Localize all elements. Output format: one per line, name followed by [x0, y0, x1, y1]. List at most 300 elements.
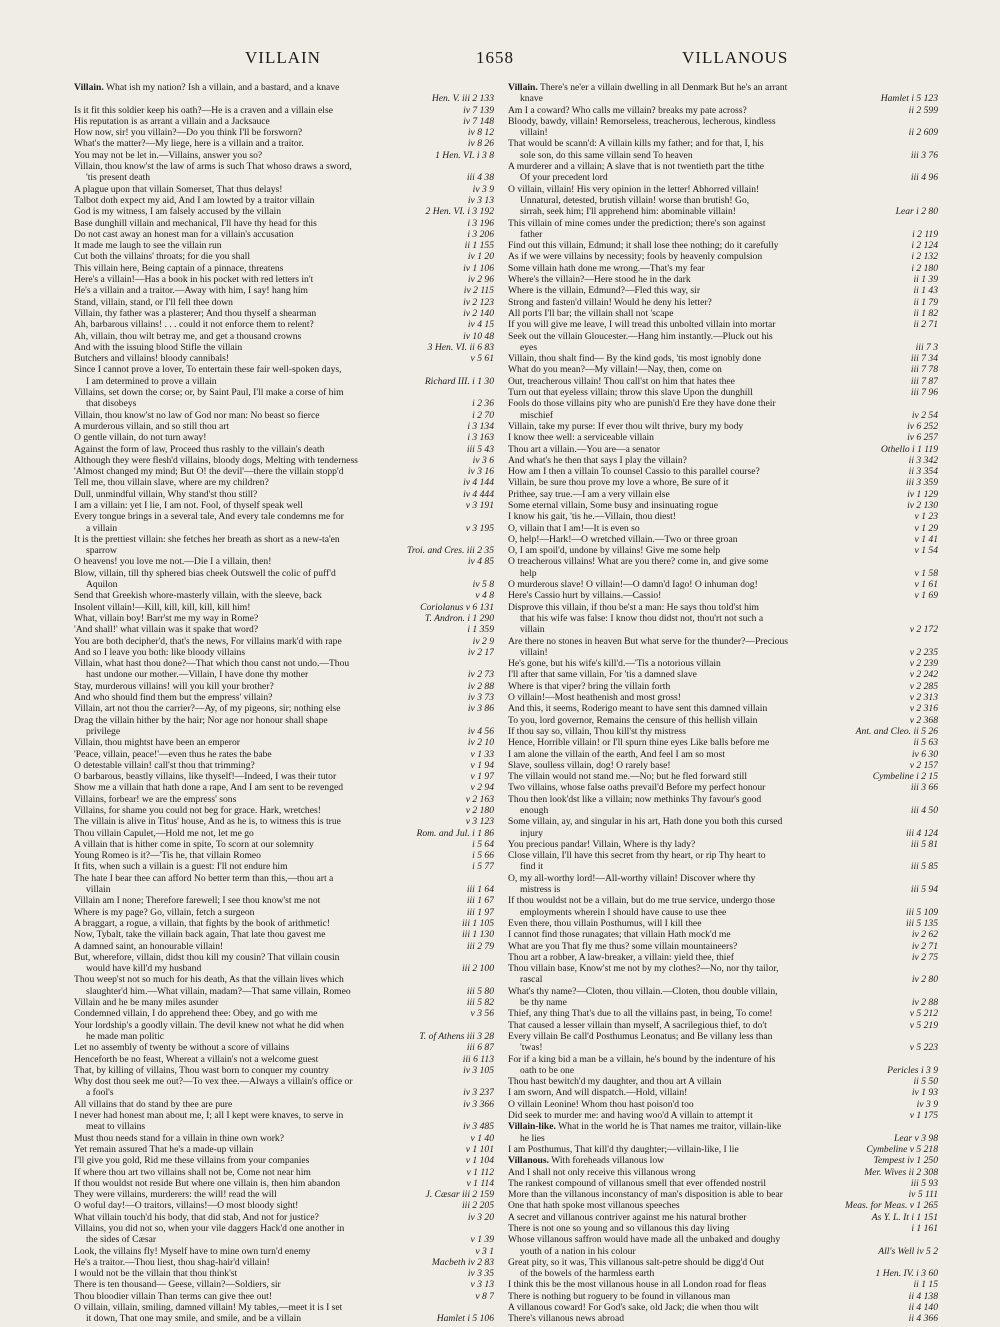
quotation-text	[508, 398, 776, 409]
play-reference: i 2 70	[472, 409, 494, 421]
quotation-text	[74, 816, 341, 827]
quotation: Are there no stones in heaven But what serve for the thunder?—Precious	[508, 635, 788, 647]
quotation: Villain, thou know'st no law of God nor man: No beast so fierce	[74, 409, 320, 421]
quotation: Every tongue brings in a several tale, And every tale condemns me for	[74, 511, 344, 523]
concordance-line	[74, 274, 494, 285]
play-reference: iv 3 9	[472, 183, 494, 195]
play-reference: i 1 161	[911, 1222, 938, 1234]
quotation-text	[74, 1076, 353, 1087]
quotation: The villain would not stand me.—No; but he fled forward still	[508, 771, 748, 783]
play-reference: iv 2 88	[467, 680, 494, 692]
concordance-line	[74, 658, 494, 669]
quotation-text	[74, 1042, 289, 1053]
quotation: What, villain boy! Barr'st me my way in Rome?	[74, 612, 259, 624]
quotation-text	[508, 1313, 624, 1324]
quotation-text	[508, 602, 759, 613]
quotation: Talbot doth expect my aid, And I am lowted by a traitor villain	[74, 194, 315, 206]
play-reference: i 5 77	[472, 861, 494, 873]
quotation-text	[508, 1167, 696, 1178]
concordance-line	[74, 1144, 494, 1155]
quotation-text	[74, 726, 120, 737]
concordance-line	[74, 918, 494, 929]
quotation-text	[508, 794, 761, 805]
quotation: Condemned villain, I do apprehend thee: Obey, and go with me	[74, 1008, 318, 1020]
concordance-line	[508, 477, 938, 488]
concordance-line	[74, 715, 494, 726]
play-reference: v 1 40	[470, 1132, 494, 1144]
quotation: He's gone, but his wife's kill'd.—'Tis a notorious villain	[508, 658, 721, 670]
concordance-line	[508, 1200, 938, 1211]
concordance-line	[508, 545, 938, 556]
quotation-text	[74, 1121, 145, 1132]
concordance-line	[508, 410, 938, 421]
concordance-line	[508, 1268, 938, 1279]
play-reference: v 2 163	[465, 793, 494, 805]
quotation-text	[74, 850, 261, 861]
quotation: mistress is	[520, 884, 561, 896]
quotation-text	[508, 1110, 753, 1121]
quotation: O heavens! you love me not.—Die I a villain, then!	[74, 556, 272, 568]
quotation-text	[74, 432, 206, 443]
concordance-line	[74, 1212, 494, 1223]
concordance-line	[508, 93, 938, 104]
quotation-text	[508, 1234, 780, 1245]
play-reference: Cymbeline i 2 15	[872, 771, 938, 783]
play-reference: i 5 64	[472, 838, 494, 850]
concordance-line	[508, 681, 938, 692]
quotation: I know thee well: a serviceable villain	[508, 432, 654, 444]
quotation-text	[74, 274, 313, 285]
quotation-text	[74, 489, 257, 500]
concordance-line	[508, 206, 938, 217]
concordance-line	[508, 703, 938, 714]
concordance-line	[508, 218, 938, 229]
quotation-text	[74, 1200, 298, 1211]
quotation: Ah, villain, thou wilt betray me, and get a thousand crowns	[74, 330, 302, 342]
quotation: There is ten thousand— Geese, villain?—Soldiers, sir	[74, 1279, 281, 1291]
quotation-text	[508, 861, 543, 872]
play-reference: v 8 7	[475, 1290, 494, 1302]
concordance-line	[74, 240, 494, 251]
right-column	[508, 82, 938, 1325]
play-reference: v 2 316	[909, 703, 938, 715]
quotation-text	[508, 218, 766, 229]
play-reference: iii 6 113	[462, 1053, 494, 1065]
quotation: Find out this villain, Edmund; it shall lose thee nothing; do it carefully	[508, 240, 779, 252]
play-reference: v 2 180	[465, 805, 494, 816]
concordance-line	[508, 1178, 938, 1189]
quotation-text	[74, 263, 283, 274]
quotation: There's ne'er a villain dwelling in all Denmark But he's an arrant	[540, 82, 788, 93]
concordance-line	[508, 647, 938, 658]
concordance-line	[508, 251, 938, 262]
quotation-text	[508, 997, 567, 1008]
concordance-line	[508, 297, 938, 308]
quotation-text	[74, 602, 250, 613]
play-reference: v 3 195	[465, 522, 494, 534]
play-reference: iv 3 9	[916, 1098, 938, 1110]
quotation-text	[508, 1200, 680, 1211]
play-reference: 1 Hen. IV. i 3 60	[875, 1268, 938, 1280]
quotation-text	[74, 297, 233, 308]
quotation: Where is the villain, Edmund?—Fled this way, sir	[508, 285, 701, 297]
quotation: What ish my nation? Ish a villain, and a bastard, and a knave	[106, 82, 340, 93]
quotation: Unnatural, detested, brutish villain! worse than brutish! Go,	[520, 194, 750, 206]
play-reference: i 3 163	[467, 432, 494, 444]
play-reference: Pericles i 3 9	[887, 1064, 938, 1076]
quotation: Close villain, I'll have this secret from thy heart, or rip Thy heart to	[508, 850, 766, 862]
quotation: Although they were flesh'd villains, bloody dogs, Melting with tenderness	[74, 454, 358, 466]
quotation: What's thy name?—Cloten, thou villain.—Cloten, thou double villain,	[508, 985, 778, 997]
quotation-text	[508, 1155, 664, 1166]
quotation-text	[508, 444, 660, 455]
concordance-line	[74, 421, 494, 432]
play-reference: iii 1 130	[462, 929, 494, 941]
quotation-text	[74, 737, 240, 748]
quotation-text	[74, 556, 271, 567]
quotation: privilege	[86, 725, 121, 737]
play-reference: iii 4 50	[910, 805, 938, 816]
quotation-text	[74, 1313, 301, 1324]
play-reference: v 3 13	[470, 1279, 494, 1291]
concordance-line	[74, 941, 494, 952]
concordance-line	[74, 364, 494, 375]
quotation-text	[74, 466, 344, 477]
play-reference: 1 Hen. VI. i 3 8	[435, 149, 494, 161]
quotation: O villain Leonine! Whom thou hast poison'd too	[508, 1098, 694, 1110]
quotation: Two villains, whose false oaths prevail'd Before my perfect honour	[508, 782, 766, 794]
quotation: I think this be the most villanous house in all London road for fleas	[508, 1279, 767, 1291]
quotation-text	[74, 760, 255, 771]
play-reference: iii 1 67	[466, 895, 494, 907]
quotation: meat to villains	[86, 1121, 146, 1133]
quotation: villain	[86, 884, 111, 896]
play-reference: iii 4 38	[466, 172, 494, 184]
concordance-line	[508, 839, 938, 850]
concordance-line	[508, 1167, 938, 1178]
play-reference: iv 2 73	[467, 669, 494, 681]
concordance-line	[74, 297, 494, 308]
play-reference: v 1 175	[909, 1110, 938, 1122]
play-reference: iii 3 76	[910, 149, 938, 161]
concordance-line	[74, 1313, 494, 1324]
quotation-text	[74, 1246, 310, 1257]
play-reference: ii 3 342	[908, 454, 938, 466]
concordance-line	[508, 1234, 938, 1245]
play-reference: ii 2 599	[908, 104, 938, 116]
quotation-text	[74, 410, 319, 421]
quotation: 'tis present death	[86, 172, 151, 184]
quotation: Must thou needs stand for a villain in thine own work?	[74, 1132, 284, 1144]
quotation-text	[74, 500, 303, 511]
quotation-text	[508, 364, 722, 375]
quotation: He's a traitor.—Thou liest, thou shag-hair'd villain!	[74, 1256, 270, 1268]
quotation: O, my all-worthy lord!—All-worthy villain! Discover where thy	[508, 872, 756, 884]
play-reference: v 3 56	[470, 1008, 494, 1020]
quotation-text	[74, 421, 229, 432]
quotation-text	[74, 353, 229, 364]
concordance-line	[508, 1279, 938, 1290]
quotation-text	[74, 1167, 311, 1178]
quotation-text	[74, 387, 344, 398]
quotation-text	[74, 703, 340, 714]
quotation-text	[74, 647, 245, 658]
play-reference: i 2 132	[911, 251, 938, 263]
concordance-line	[508, 161, 938, 172]
play-reference: Hamlet i 5 123	[880, 93, 938, 105]
quotation: Of your precedent lord	[520, 172, 608, 184]
quotation: If you will give me leave, I will tread this unbolted villain into mortar	[508, 319, 776, 331]
quotation-text	[74, 907, 254, 918]
quotation: A secret and villanous contriver against me his natural brother	[508, 1211, 747, 1223]
quotation-text	[508, 1008, 772, 1019]
play-reference: All's Well iv 5 2	[878, 1245, 938, 1257]
concordance-line	[74, 602, 494, 613]
quotation-text	[508, 681, 670, 692]
quotation: A villain that is hither come in spite, To scorn at our solemnity	[74, 838, 314, 850]
concordance-line	[508, 1223, 938, 1234]
quotation-text	[74, 771, 336, 782]
quotation-text	[74, 229, 294, 240]
play-reference: i 2 36	[472, 398, 494, 410]
quotation-text	[74, 1110, 343, 1121]
quotation-text	[74, 138, 304, 149]
quotation: O, help!—Hark!—O wretched villain.—Two or three groan	[508, 533, 738, 545]
quotation: Villain, thy father was a plasterer; And thou thyself a shearman	[74, 307, 317, 319]
quotation: A damned saint, an honourable villain!	[74, 940, 224, 952]
quotation: There is nothing but roguery to be found in villanous man	[508, 1290, 731, 1302]
quotation-text	[508, 1212, 746, 1223]
quotation: Fools do those villains pity who are punish'd Ere they have done their	[508, 398, 776, 410]
play-reference: v 1 33	[470, 748, 494, 760]
quotation: Villains, for shame you could not beg for grace. Hark, wretches!	[74, 805, 321, 816]
play-reference: iv 3 6	[472, 454, 494, 466]
concordance-line	[508, 873, 938, 884]
concordance-line	[508, 715, 938, 726]
quotation: Ah, barbarous villains! . . . could it not enforce them to relent?	[74, 319, 314, 331]
quotation: If thou wouldst not be a villain, but do me true service, undergo those	[508, 895, 776, 907]
quotation: eyes	[520, 341, 538, 353]
quotation-text	[508, 1302, 759, 1313]
quotation-text	[508, 828, 543, 839]
quotation-text	[74, 715, 328, 726]
quotation: I am determined to prove a villain	[86, 375, 217, 387]
concordance-line	[508, 602, 938, 613]
play-reference: iv 3 366	[463, 1098, 494, 1110]
concordance-line	[74, 387, 494, 398]
quotation: That, by killing of villains, Thou wast born to conquer my country	[74, 1064, 329, 1076]
play-reference: i 1 359	[467, 624, 494, 636]
quotation-text	[508, 172, 608, 183]
quotation-text	[508, 929, 731, 940]
quotation-text	[508, 1076, 721, 1087]
quotation-text	[508, 161, 764, 172]
quotation: I am alone the villain of the earth, And feel I am so most	[508, 748, 725, 760]
play-reference: v 1 69	[914, 590, 938, 602]
quotation-text	[74, 1291, 272, 1302]
quotation: Some villain, ay, and singular in his art, Hath done you both this cursed	[508, 816, 783, 828]
concordance-line	[508, 127, 938, 138]
quotation: Show me a villain that hath done a rape, And I am sent to be revenged	[74, 782, 344, 794]
quotation: I know his gait, 'tis he.—Villain, thou diest!	[508, 511, 676, 523]
page-header	[70, 48, 930, 72]
quotation-text	[508, 274, 691, 285]
concordance-line	[74, 138, 494, 149]
quotation: Blow, villain, till thy sphered bias cheek Outswell the colic of puff'd	[74, 567, 336, 579]
concordance-line	[508, 172, 938, 183]
quotation: hast undone our mother.—Villain, I have done thy mother	[86, 669, 309, 681]
quotation-text	[74, 997, 218, 1008]
quotation: Slave, soulless villain, dog! O rarely base!	[508, 759, 671, 771]
quotation: Here's a villain!—Has a book in his pocket with red letters in't	[74, 274, 314, 286]
play-reference: i 2 180	[911, 262, 938, 274]
quotation: O treacherous villains! What are you there? come in, and give some	[508, 556, 769, 568]
quotation: Yet remain assured That he's a made-up villain	[74, 1143, 254, 1155]
quotation: O murderous slave! O villain!—O damn'd Iago! O inhuman dog!	[508, 579, 758, 591]
quotation: Send that Greekish whore-masterly villain, with the sleeve, back	[74, 590, 322, 602]
concordance-line	[508, 918, 938, 929]
quotation-text	[74, 116, 270, 127]
play-reference: v 3 123	[465, 816, 494, 828]
concordance-line	[508, 432, 938, 443]
play-reference: v 5 61	[470, 353, 494, 365]
play-reference: v 1 41	[914, 533, 938, 545]
quotation-text	[74, 963, 201, 974]
concordance-line	[508, 782, 938, 793]
play-reference: iv 1 93	[911, 1087, 938, 1099]
quotation: Why dost thou seek me out?—To vex thee.—Always a villain's office or	[74, 1076, 353, 1088]
concordance-line	[74, 432, 494, 443]
quotation: Where is my page? Go, villain, fetch a surgeon	[74, 906, 255, 918]
quotation: Thou weep'st not so much for his death, As that the villain lives which	[74, 974, 344, 986]
play-reference: ii 2 609	[908, 127, 938, 139]
quotation: To you, lord governor, Remains the censure of this hellish villain	[508, 714, 758, 726]
quotation: I cannot find those runagates; that villain Hath mock'd me	[508, 929, 731, 941]
quotation-text	[508, 839, 695, 850]
quotation: Look, the villains fly! Myself have to mine own turn'd enemy	[74, 1245, 311, 1257]
concordance-line	[74, 116, 494, 127]
quotation: What in the world he is That names me traitor, villain-like	[558, 1121, 782, 1133]
quotation: enough	[520, 805, 549, 816]
concordance-line	[74, 534, 494, 545]
quotation-text	[74, 1155, 309, 1166]
quotation-text	[74, 1189, 277, 1200]
quotation-text	[74, 206, 281, 217]
concordance-line	[74, 1279, 494, 1290]
quotation: Where's the villain?—Here stood he in the dark	[508, 274, 691, 286]
quotation: the sides of Cæsar	[86, 1234, 157, 1246]
play-reference: iv 6 257	[907, 432, 938, 444]
concordance-line	[74, 285, 494, 296]
play-reference: iv 2 9	[472, 635, 494, 647]
concordance-line	[74, 850, 494, 861]
quotation-text	[74, 782, 343, 793]
play-reference: v 3 1	[475, 1245, 494, 1257]
headword: Villain-like.	[508, 1121, 556, 1133]
concordance-line	[508, 364, 938, 375]
play-reference: iv 2 75	[911, 951, 938, 963]
quotation-text	[74, 308, 316, 319]
concordance-line	[74, 1167, 494, 1178]
quotation-text	[74, 658, 349, 669]
concordance-line	[74, 218, 494, 229]
concordance-line	[508, 850, 938, 861]
play-reference: iii 4 96	[910, 172, 938, 184]
quotation-text	[74, 884, 111, 895]
concordance-line	[508, 82, 938, 93]
quotation-text	[74, 150, 262, 161]
quotation: Villain, be sure thou prove my love a whore, Be sure of it	[508, 477, 729, 489]
concordance-line	[508, 511, 938, 522]
play-reference: iv 4 144	[463, 477, 494, 489]
play-reference: ii 4 140	[908, 1302, 938, 1314]
concordance-line	[508, 523, 938, 534]
concordance-line	[508, 387, 938, 398]
play-reference: iii 1 64	[466, 884, 494, 896]
quotation-text	[508, 251, 762, 262]
quotation-text	[508, 308, 673, 319]
play-reference: 3 Hen. VI. ii 6 83	[427, 341, 494, 353]
play-reference: T. Andron. i 1 290	[424, 612, 494, 624]
concordance-line	[508, 692, 938, 703]
play-reference: v 1 97	[470, 771, 494, 783]
play-reference: iv 7 139	[463, 104, 494, 116]
quotation-text	[74, 1234, 156, 1245]
quotation: father	[520, 228, 543, 240]
quotation-text	[74, 342, 242, 353]
play-reference: iii 2 100	[462, 963, 494, 975]
quotation: Great pity, so it was, This villanous salt-petre should be digg'd Out	[508, 1256, 764, 1268]
quotation: A plague upon that villain Somerset, That thus delays!	[74, 183, 283, 195]
quotation-text	[508, 263, 705, 274]
concordance-line	[74, 195, 494, 206]
concordance-line	[74, 444, 494, 455]
quotation-text	[508, 342, 537, 353]
play-reference: iv 4 444	[463, 488, 494, 500]
concordance-line	[74, 590, 494, 601]
quotation-text	[508, 1099, 694, 1110]
quotation: What villain touch'd his body, that did stab, And not for justice?	[74, 1211, 319, 1223]
quotation-text	[508, 1223, 729, 1234]
quotation: I'll after that same villain, For 'tis a damned slave	[508, 669, 697, 681]
quotation-text	[508, 895, 775, 906]
play-reference: iv 6 30	[911, 748, 938, 760]
concordance-line	[508, 229, 938, 240]
quotation-text	[508, 116, 776, 127]
quotation: help	[520, 567, 537, 579]
concordance-line	[508, 568, 938, 579]
concordance-line	[74, 398, 494, 409]
quotation-text	[74, 364, 342, 375]
quotation: O woful day!—O traitors, villains!—O most bloody sight!	[74, 1200, 299, 1212]
play-reference: Macbeth iv 2 83	[431, 1256, 494, 1268]
concordance-line	[74, 1200, 494, 1211]
concordance-line	[74, 331, 494, 342]
concordance-line	[508, 624, 938, 635]
quotation-text	[508, 726, 686, 737]
quotation: Out, treacherous villain! Thou call'st on him that hates thee	[508, 375, 735, 387]
quotation-text	[74, 692, 272, 703]
quotation-text	[74, 579, 117, 590]
quotation: The rankest compound of villanous smell that ever offended nostril	[508, 1177, 766, 1189]
quotation: There's villanous news abroad	[508, 1313, 625, 1325]
play-reference: iii 7 96	[910, 387, 938, 399]
quotation-text	[74, 1087, 114, 1098]
play-reference: v 1 114	[466, 1177, 494, 1189]
quotation: A murderer and a villain; A slave that is not twentieth part the tithe	[508, 161, 765, 173]
quotation: O detestable villain! call'st thou that trimming?	[74, 759, 255, 771]
quotation: This villain here, Being captain of a pinnace, threatens	[74, 262, 284, 274]
